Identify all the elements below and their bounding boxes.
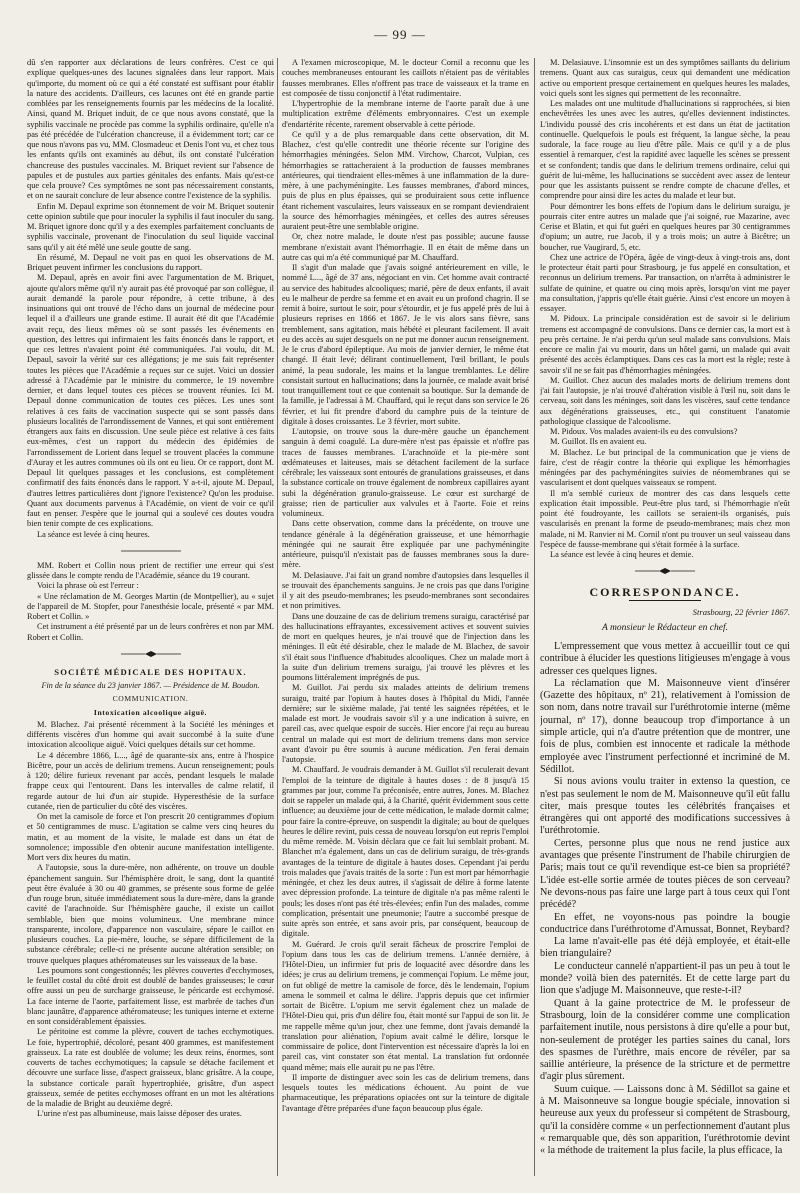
paragraph: Les poumons sont congestionnés; les plèvres couvertes d'ecchymoses, le feuillet costal du côté droit est doublé de bandes graisseuses; le cœur offre aussi un peu de surcharge graisseuse, le péricarde est ecchymosé. La face interne de l'aorte, parfaitement lisse, est marbrée de taches d'un blanc jaunâtre, d'apparence athéromateuse; les tuniques interne et externe en sont considérablement épaissies.	[27, 965, 274, 1026]
paragraph: L'autopsie, on trouve sous la dure-mère gauche un épanchement sanguin à demi coagulé. La dure-mère n'est pas épaissie et n'offre pas traces de fausses membranes. L'arachnoïde et la pie-mère sont œdémateuses et laiteuses, mais se détachent facilement de la surface cérébrale; les vaisseaux sont entourés de granulations graisseuses, et dans la substance corticale on trouve également de nombreux capillaires ayant subi la dégénération granulo-graisseuse. Le cœur est surchargé de graisse; rien de particulier aux valvules et à l'aorte. Foie et reins volumineux.	[282, 427, 529, 518]
paragraph: Le 4 décembre 1866, L..., âgé de quarante-six ans, entre à l'hospice Bicêtre, pour un accès de delirium tremens. Aucun renseignement; pouls à 120; délire furieux revenant par accès, pendant lesquels le malade frappe ceux qui l'entourent. Dans les intervalles de calme relatif, il regarde autour de lui d'un air stupide. Hyperesthésie de la surface cutanée, rien de particulier du côté des viscères.	[27, 750, 274, 811]
paragraph: M. Chauffard. Je voudrais demander à M. Guillot s'il reculerait devant l'emploi de la teinture de digitale à hautes doses : de 8 jusqu'à 15 grammes par jour, comme l'a préconisée, entre autres, Jones. M. Blachez doit se rappeler un malade qui, à la Charité, quérit évidemment sous cette influence; au deuxième jour de cette médication, le malade dormit calme; pour faire la contre-épreuve, on suspendit la digitale; au bout de quelques heures le délire revint, puis cessa de nouveau lorsqu'on eut repris l'emploi du même remède. M. Voisin déclara que ce fait lui semblait probant. M. Blanchet m'a également, dans un cas de delirium suraigu, de très-grands avantages de la teinture de digitale à hautes doses. Cependant j'ai perdu trois malades que j'avais traités de la sorte : l'un est mort par hémorrhagie méningée, et chez les deux autres, il s'agissait de délire à forme latente avec dépression profonde. La teinture de digitale n'a pas même ralenti le pouls; les doses n'ont pas été très-élevées; enfin l'un des malades, comme complication, présentait une pneumonie; l'autre a succombé presque de suite après son entrée, et sans avoir pris, par conséquent, beaucoup de digitale.	[282, 765, 529, 939]
paragraph: M. Guillot. Ils en avaient eu.	[550, 437, 647, 447]
paragraph: La réclamation que M. Maisonneuve vient d'insérer (Gazette des hôpitaux, nº 21), relativement à l'omission de son nom, dans notre travail sur l'uréthrotomie interne (même journal, nº 17), donne beaucoup trop d'importance à un simple article, qui n'a d'autre prétention que de montrer, une fois de plus, combien est innocente et radicale la méthode employée avec l'instrument perfectionné et incriminé de M. Sédillot.	[540, 677, 790, 775]
column-middle	[282, 58, 529, 1176]
paragraph: Suum cuique. — Laissons donc à M. Sédillot sa gaine et à M. Maisonneuve sa longue bougie spéciale, innovation si heureuse aux yeux du professeur si compétent de Strasbourg, qu'il la considère comme « un perfectionnement d'autant plus « remarquable que, dès son apparition, l'uréthrotomie devint « la méthode de traitement la plus facile, la plus efficace, la	[540, 1083, 790, 1157]
communication-title: Intoxication alcoolique aiguë.	[93, 707, 208, 717]
paragraph: La séance est levée à cinq heures.	[37, 529, 150, 539]
paragraph: Le conducteur cannelé n'appartient-il pas un peu à tout le monde? voilà bien des paternités. Et de cette large part du lion que s'adjuge M. Maisonneuve, que reste-t-il?	[540, 960, 790, 997]
paragraph: MM. Robert et Collin nous prient de rectifier une erreur qui s'est glissée dans le compte rendu de l'Académie, séance du 19 courant.	[27, 560, 274, 580]
paragraph: On met la camisole de force et l'on prescrit 20 centigrammes d'opium et 50 centigrammes de musc. L'agitation se calme vers cinq heures du matin, et au moment de la visite, le malade est dans un état de somnolence; impossible d'en obtenir aucune manifestation intelligente. Mort vers dix heures du matin.	[27, 812, 274, 862]
paragraph: M. Guillot. Chez aucun des malades morts de delirium tremens dont j'ai fait l'autopsie, je n'ai trouvé d'altération visible à l'œil nu, soit dans le cerveau, soit dans les méninges, soit dans les viscères, sauf cette tendance aux dégénérations graisseuses, etc., qui constituent l'anatomie pathologique classique de l'alcoolisme.	[540, 375, 790, 426]
paragraph: Chez une actrice de l'Opéra, âgée de vingt-deux à vingt-trois ans, dont le protecteur était parti pour Strasbourg, je fus appelé en consultation, et reconnus un delirium tremens. Par transaction, on n'arrêta à administrer le sulfate de quinine, et quatre ou cinq mois après, lorsqu'on vint me payer ma consultation, j'appris qu'elle était guérie. Ainsi c'est encore un moyen à essayer.	[540, 252, 790, 313]
paragraph: Enfin M. Depaul exprime son étonnement de voir M. Briquet soutenir cette opinion subtile que pour inoculer la syphilis il faut inoculer du sang. M. Briquet ignore donc qu'il y a des exemples parfaitement concluants de syphilis vaccinale, provenant de l'inoculation du seul liquide vaccinal sans qu'il y ait été mêlé une seule goutte de sang.	[27, 201, 274, 252]
paragraph: Voici la phrase où est l'erreur :	[37, 581, 139, 591]
paragraph: M. Delasiauve. J'ai fait un grand nombre d'autopsies dans lesquelles il se trouvait des épanchements sanguins. Je ne crois pas que dans l'origine il y ait des pseudo-membranes; les pseudo-membranes sont secondaires et non primitives.	[282, 570, 529, 611]
paragraph: M. Delasiauve. L'insomnie est un des symptômes saillants du delirium tremens. Quant aux cas suraigus, ceux qui demandent une médication active ou emportent presque certainement en quelques heures les malades, voici quels sont les signes qui permettent de les reconnaître.	[540, 58, 790, 98]
session-subtitle: Fin de la séance du 23 janvier 1867. — Présidence de M. Boudon.	[41, 681, 260, 690]
paragraph: Le péritoine est comme la plèvre, couvert de taches ecchymotiques. Le foie, hypertrophié, décoloré, pesant 400 grammes, est manifestement graisseux. La rate est doublée de volume; les deux reins, énormes, sont couverts de taches ecchymotiques; la capsule se détache facilement et découvre une surface lisse, d'aspect graisseux, blanc grisâtre. A la coupe, la substance corticale paraît hypertrophiée, grisâtre, d'un aspect graisseux, semée de petites ecchymoses offrant en un mot les altérations de la maladie de Bright au deuxième degré.	[27, 1027, 274, 1108]
paragraph: La lame n'avait-elle pas été déjà employée, et était-elle bien triangulaire?	[540, 936, 790, 960]
column-rule	[277, 58, 278, 1176]
paragraph: M. Blachez. J'ai présenté récemment à la Société les méninges et différents viscères d'un homme qui avait succombé à la suite d'une intoxication alcoolique aiguë. Voici quelques détails sur cet homme.	[27, 719, 274, 750]
paragraph: M. Guérard. Je crois qu'il serait fâcheux de proscrire l'emploi de l'opium dans tous les cas de delirium tremens. L'année dernière, à l'Hôtel-Dieu, un infirmier fut pris de loquacité avec désordre dans les idées; je crus au delirium tremens, je commençai l'opium. Le même jour, on fut obligé de mettre la camisole de force, dès le lendemain, l'opium amena le sommeil et calma le délire. J'appris depuis que cet infirmier sortait de Bicêtre. L'opium me servit également chez un malade de l'Hôtel-Dieu qui, pris d'un délire fou, était monté sur l'appui de son lit. Je me rappelle même qu'un jour, chez une femme, dont j'avais demandé la translation pour aliénation, l'opium avait calmé le délire, lorsque le commissaire de police, dont l'intervention est nécessaire d'après la loi en pareil cas, vint constater son état mental. La translation fut ordonnée quand même; mais elle aurait pu ne pas l'être.	[282, 939, 529, 1072]
paragraph: En résumé, M. Depaul ne voit pas en quoi les observations de M. Briquet peuvent infirmer les conclusions du rapport.	[27, 252, 274, 272]
letter-address: A monsieur le Rédacteur en chef.	[602, 622, 728, 633]
paragraph: Pour démontrer les bons effets de l'opium dans le delirium suraigu, je pourrais citer entre autres un malade que j'ai soigné, rue Mazarine, avec Cerise et Blatin, et qui fut guéri en quelques heures par 30 centigrammes d'opium; un autre, rue Jacob, il y a trois mois; un autre à Bicêtre; un boucher, rue Vaugirard, 5, etc.	[540, 201, 790, 252]
dateline: Strasbourg, 22 février 1867.	[692, 606, 790, 617]
paragraph: Il importe de distinguer avec soin les cas de delirium tremens, dans lesquels toutes les médications échouent. Au point de vue pharmaceutique, les préparations opiacées ont sur la teinture de digitale l'avantage d'être préparées d'une façon beaucoup plus égale.	[282, 1072, 529, 1113]
paragraph: A l'autopsie, sous la dure-mère, non adhérente, on trouve un double épanchement sanguin. Sur l'hémisphère droit, le sang, dont la quantité peut être évaluée à 30 ou 40 grammes, se présente sous forme de gelée d'un rouge brun, située immédiatement sous la dure-mère, dans la grande cavité de l'arachnoïde. Sur l'hémisphère gauche, il existe un caillot semblable, bien que moins volumineux. Une membrane mince transparente, incolore, d'apparence non vasculaire, sépare le caillot en plusieurs couches. La pie-mère, louche, se sépare difficilement de la substance cérébrale; celle-ci ne présente aucune altération sensible; on trouve quelques plaques athéromateuses sur les vaisseaux de la base.	[27, 863, 274, 965]
paragraph: L'urine n'est pas albumineuse, mais laisse déposer des urates.	[37, 1109, 242, 1119]
quotation: « Une réclamation de M. Georges Martin (de Montpellier), au « sujet de l'appareil de M. Stopfer, pour l'anesthésie locale, présenté « par MM. Robert et Collin. »	[27, 591, 274, 621]
paragraph: Si nous avions voulu traiter in extenso la question, ce n'est pas seulement le nom de M. Maisonneuve qu'il eût fallu citer, mais presque toutes les célébrités françaises et étrangères qui ont apporté des modifications successives à l'uréthrotomie.	[540, 776, 790, 837]
paragraph: M. Guillot. J'ai perdu six malades atteints de delirium tremens suraigu, traité par l'opium à hautes doses à l'hôpital du Midi, l'année dernière; sur le sixième malade, j'ai tenté les saignées répétées, et le malade est mort. Je voudrais savoir s'il y a une indication à suivre, en pareil cas, avec quelque espoir de succès. Hier encore j'ai reçu au bureau central un malade qui est mort de delirium tremens dans mon service avant d'avoir pu être soumis à aucune médication. J'en ferai demain l'autopsie.	[282, 683, 529, 764]
column-left	[27, 58, 274, 1176]
paragraph: Ce qu'il y a de plus remarquable dans cette observation, dit M. Blachez, c'est qu'elle contredit une théorie récente sur l'origine des hémorrhagies méningées. Selon MM. Virchow, Charcot, Vulpian, ces hémorrhagies se rattacheraient à la production de fausses membranes antérieures, qui tiendraient elles-mêmes à une inflammation de la dure-mère, à une pachyméningite. Les fausses membranes, d'abord minces, puis de plus en plus épaisses, qui se produiraient sous cette influence étant richement vasculaires, leurs vaisseaux en se rompant deviendraient la source des hémorrhagies méningées, et celles des autres séreuses auraient peut-être une semblable origine.	[282, 129, 529, 231]
paragraph: M. Pidoux. La principale considération est de savoir si le delirium tremens est accompagné de convulsions. Dans ce dernier cas, la mort est à peu près certaine. Je n'ai perdu qu'un seul malade sans convulsions. Mais encore ce malin j'ai vu mourir, dans un hôtel garni, un malade qui avait présenté des accès éclamptiques. Dans ces cas la mort est la règle; reste à savoir s'il ne se fait pas d'hémorrhagies méningées.	[540, 314, 790, 375]
separator-ornament	[121, 547, 181, 555]
paragraph: Certes, personne plus que nous ne rend justice aux avantages que présente l'instrument de l'habile chirurgien de Paris; mais tout ce qu'il revendique est-ce bien sa propriété? L'idée est-elle sortie armée de toutes pièces de son cerveau? Ne devons-nous pas faire une large part à tous ceux qui l'ont précédé?	[540, 837, 790, 911]
communication-label: COMMUNICATION.	[112, 694, 189, 704]
paragraph: Il s'agit d'un malade que j'avais soigné antérieurement en ville, le nommé L..., âgé de 37 ans, négociant en vin. Cet homme avait contracté au service des habitudes alcooliques; marié, père de deux enfants, il avait eu le malheur de perdre sa femme et en avait eu un profond chagrin. Il se remit à boire, surtout le soir, pour s'étourdir, et je fus appelé près de lui à plusieurs reprises en 1866 et 1867. Je le vis alors sans fièvre, sans tremblement, sans agitation, mais hébété et pleurant facilement. Il avait eu des accès au sujet desquels on ne put me donner aucun renseignement. Je le crus d'abord épileptique. Au mois de janvier dernier, le même état changé. Il était levé; délirant continuellement, l'œil brillant, le pouls animé, la peau sudorale, les mains et la langue tremblantes. Le délire consistait surtout en hallucinations; dans la journée, ce malade avait brisé tout tranquillement tout ce que contenait sa boutique. Sur la demande de la famille, je l'adressai à M. Chauffard, qui le reçut dans son service le 26 février, et lui fit prendre d'abord du camphre puis de la teinture de digitale à doses croissantes. Le 3 février, mort subite.	[282, 263, 529, 426]
paragraph: L'hypertrophie de la membrane interne de l'aorte paraît due à une multiplication extrême d'éléments embryonnaires. C'est un exemple d'endartérite récente, rarement observable à cette période.	[282, 99, 529, 129]
page-number: — 99 —	[374, 27, 426, 42]
separator-ornament	[635, 567, 695, 575]
paragraph: A l'examen microscopique, M. le docteur Cornil a reconnu que les couches membraneuses entourant les caillots n'étaient pas de véritables fausses membranes. Elles n'offrent pas trace de vaisseaux et la trame en est composée de tissu conjonctif à l'état rudimentaire.	[282, 58, 529, 98]
letter-body	[540, 641, 790, 1157]
paragraph: Dans cette observation, comme dans la précédente, on trouve une tendance générale à la dégénération graisseuse, et une hémorrhagie méningée qui ne saurait être expliquée par une pachyméningite antérieure, puisqu'il n'existait pas de fausses membranes sous la dure-mère.	[282, 519, 529, 570]
paragraph: M. Pidoux. Vos malades avaient-ils eu des convulsions?	[550, 427, 738, 436]
paragraph: Dans une douzaine de cas de delirium tremens suraigu, caractérisé par des hallucinations effrayantes, excessivement actives et souvent suivies de mort en quelques heures, je n'ai trouvé que de l'injection dans les méninges. Il eût été désirable, chez le malade de M. Blachez, de savoir s'il était sous l'influence d'habitudes alcooliques. Chez un malade mort à la suite d'un delirium tremens suraigu, j'ai trouvé les plèvres et les poumons littéralement imprégnés de pus.	[282, 611, 529, 682]
paragraph: Cet instrument a été présenté par un de leurs confrères et non par MM. Robert et Collin.	[27, 622, 274, 642]
paragraph: La séance est levée à cinq heures et demie.	[550, 550, 694, 559]
paragraph: L'empressement que vous mettez à accueillir tout ce qui contribue à élucider les questions litigieuses m'engage à vous adresser ces quelques lignes.	[540, 641, 790, 677]
paragraph: Il m'a semblé curieux de montrer des cas dans lesquels cette explication était impossible. Peut-être plus tard, si l'hémorrhagie n'eût point été foudroyante, les caillots se seraient-ils organisés, puis vascularisés en prenant la forme de pseudo-membranes; mais chez mon malade, ni M. Ranvier ni M. Cornil n'ont pu trouver un seul vaisseau dans l'espèce de fausse-membrane qui s'était formée à la surface.	[540, 488, 790, 549]
paragraph: Or, chez notre malade, le doute n'est pas possible; aucune fausse membrane n'existait avant l'hémorrhagie. Il en était de même dans un autre cas qui m'a été communiqué par M. Chauffard.	[282, 232, 529, 262]
correspondence-heading: CORRESPONDANCE.	[589, 585, 741, 600]
heading-underline	[629, 600, 701, 601]
paragraph: M. Blachez. Le but principal de la communication que je viens de faire, c'est de réagir contre la théorie qui explique les hémorrhagies méningées par des pachyméningites suivies de néomembranes qui se vascularisent et dont quelques vaisseaux se rompent.	[540, 447, 790, 488]
paragraph: Les malades ont une multitude d'hallucinations si rapprochées, si bien enchevêtrées les unes avec les autres, qu'elles deviennent indistinctes. L'individu poussé des cris incohérents et est dans un état de jactitation continuelle. Quelquefois le pouls est fréquent, la langue sèche, la peau sudorale, la face rouge au lieu d'être pâle. Mais ce qu'il y a de plus essentiel à remarquer, c'est la rapidité avec laquelle les scènes se pressent et se confondent; tandis que dans le delirium tremens ordinaire, celui qui guérit de lui-même, les hallucinations se succèdent avec assez de lenteur pour que les assistants puissent se rendre compte de chacune d'elles, et comprendre pour ainsi dire les actes du malade et leur but.	[540, 99, 790, 201]
paragraph: Quant à la gaine protectrice de M. le professeur de Strasbourg, loin de la considérer comme une complication parfaitement inutile, nous persistons à dire qu'elle a pour but, non-seulement de protéger les parties saines du canal, lors des spasmes de l'urèthre, mais encore de révéler, par sa saillie antérieure, la présence de la stricture et de permettre d'agir plus sûrement.	[540, 997, 790, 1083]
paragraph: M. Depaul, après en avoir fini avec l'argumentation de M. Briquet, ajoute qu'alors même qu'il n'y aurait pas été provoqué par son collègue, il aurait demandé la parole pour répondre, à cette tribune, à des insinuations qui ont trouvé de l'écho dans un journal de médecine pour lequel il a d'ailleurs une grande estime. Il aurait été dit que l'Académie avait reçu, des lieux mêmes où se sont passés les événements en question, des lettres qui infirmaient les faits énoncés dans le rapport, et que ces lettres n'avaient point été communiquées. J'ai voulu, dit M. Depaul, savoir la vérité sur ces allégations; je me suis fait représenter toutes les pièces que l'Académie a reçues sur ce sujet. Voici un dossier adressé à l'Académie par le ministre du commerce, le 19 novembre dernier, et dans lequel toutes ces pièces se trouvent réunies. Ici M. Depaul donne communication de toutes ces pièces. Les unes sont relatives à ces faits de vaccination suspecte qui se sont passés dans plusieurs localités de l'arrondissement de Vannes, et qui sont entièrement étrangers aux faits en discussion. Une seule pièce est relative à ces faits eux-mêmes, c'est un rapport du médecin des épidémies de l'arrondissement de Lorient dans lequel se trouvent placées la commune d'Auray et les autres communes où ils ont eu lieu. Or ce rapport, dont M. Depaul lit quelques passages et les conclusions, est complètement confirmatif des faits énoncés dans le rapport. Y a-t-il, ajoute M. Depaul, d'autres lettres particulières dont j'ignore l'existence? Qu'on les produise. Quant aux documents parvenus à l'Académie, on vient de voir ce qu'il faut en penser. J'espère que le journal qui a soulevé ces doutes voudra bien tenir compte de ces explications.	[27, 273, 274, 529]
column-right	[540, 58, 790, 1176]
paragraph: dû s'en rapporter aux déclarations de leurs confrères. C'est ce qui explique quelques-unes des lacunes signalées dans leur rapport. Mais qu'importe, du moment où ce qui a été constaté est suffisant pour établir la nature des accidents. D'ailleurs, ces lacunes ont été en grande partie comblées par les renseignements fournis par les médecins de la localité. Ainsi, quand M. Briquet induit, de ce que nous avons constaté, que la syphilis vaccinale ne procède pas comme la syphilis ordinaire, qu'elle n'a pas été précédée de l'ulcération chancreuse, il a évidemment tort; car ce que nous n'avons pas vu, MM. Closmadeuc et Denis l'ont vu, et chez tous les enfants qu'ils ont examinés au début, ils ont constaté l'ulcération chancreuse des pustules vaccinales. M. Briquet revient sur l'absence de papules et de pustules aux parties génitales des enfants. Mais qu'est-ce que cela prouve? Ces symptômes ne sont pas nécessairement constants, et on ne saurait conclure de leur absence contre l'existence de la syphilis.	[27, 58, 274, 201]
paragraph: En effet, ne voyons-nous pas poindre la bougie conductrice dans l'uréthrotome d'Amussat, Bonnet, Reybard?	[540, 911, 790, 935]
column-rule	[534, 58, 535, 1176]
separator-ornament	[121, 650, 181, 658]
section-heading: SOCIÉTÉ MÉDICALE DES HOPITAUX.	[54, 666, 247, 677]
